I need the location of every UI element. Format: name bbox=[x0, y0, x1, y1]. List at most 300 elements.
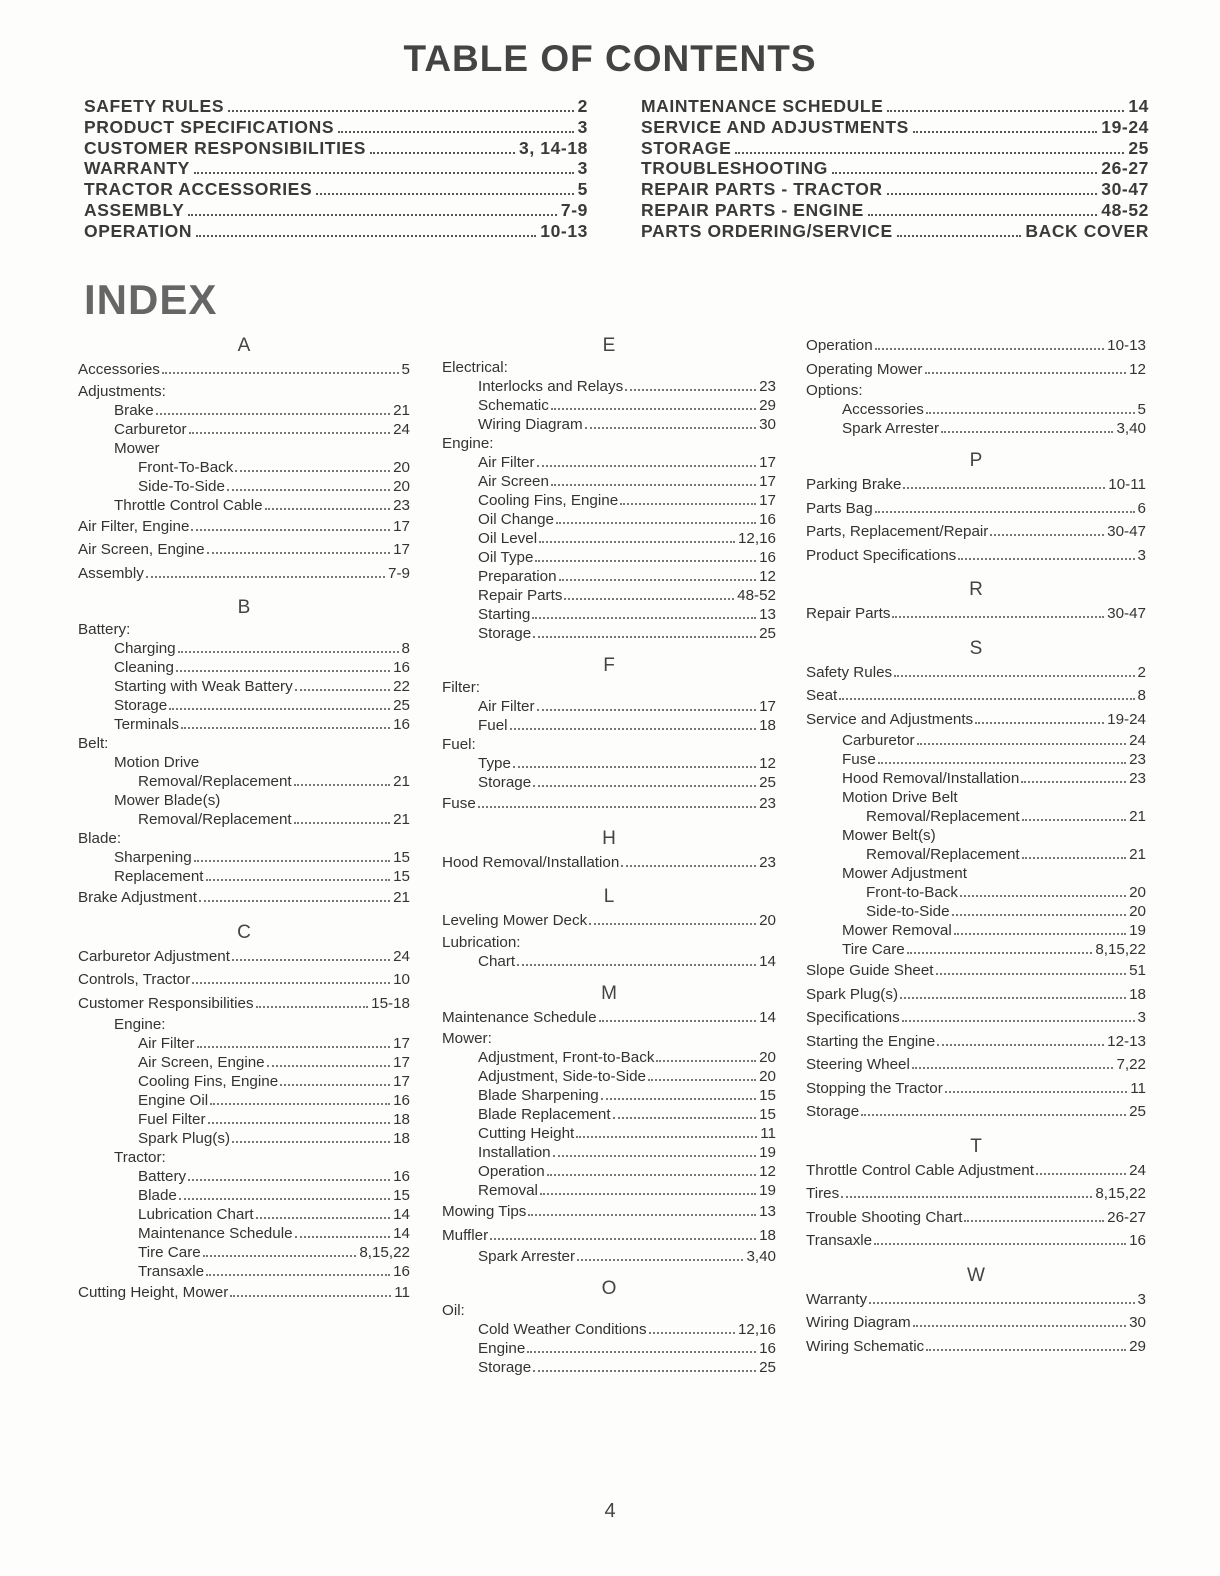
index-entry-label: Air Filter bbox=[138, 1035, 195, 1052]
index-entry-label: Wiring Diagram bbox=[806, 1314, 911, 1331]
toc-entry-label: TROUBLESHOOTING bbox=[641, 158, 828, 179]
index-entry bbox=[806, 1100, 1146, 1124]
dot-leader bbox=[599, 1020, 757, 1022]
index-entry-label: Starting the Engine bbox=[806, 1032, 936, 1050]
index-entry-page: 16 bbox=[1129, 1232, 1146, 1249]
index-entry bbox=[78, 1262, 410, 1281]
dot-leader bbox=[925, 372, 1127, 374]
index-entry-page: 5 bbox=[1137, 401, 1146, 418]
toc-entry bbox=[641, 117, 1149, 138]
index-letter-heading: R bbox=[969, 579, 983, 600]
toc-entry-page: BACK COVER bbox=[1025, 220, 1149, 241]
index-entry-label: Fuel bbox=[478, 717, 508, 734]
dot-leader bbox=[207, 552, 390, 554]
index-entry bbox=[78, 992, 410, 1016]
index-entry-label: Oil Level bbox=[478, 530, 538, 547]
index-entry-label: Mower bbox=[114, 439, 160, 457]
toc-entry-label: SAFETY RULES bbox=[84, 96, 225, 116]
index-letter-heading: M bbox=[601, 982, 617, 1004]
index-entry-page: 23 bbox=[759, 795, 776, 812]
index-entry bbox=[806, 381, 1146, 400]
index-entry-page: 17 bbox=[393, 517, 410, 535]
index-entry-label: Cleaning bbox=[114, 659, 174, 676]
dot-leader bbox=[869, 1302, 1135, 1304]
index-entry bbox=[806, 807, 1146, 826]
index-entry bbox=[806, 1159, 1146, 1183]
index-entry-label: Cooling Fins, Engine bbox=[138, 1073, 279, 1090]
index-entry bbox=[442, 1143, 776, 1162]
index-entry-label: Air Screen bbox=[478, 473, 549, 490]
dot-leader bbox=[648, 1079, 756, 1081]
index-entry-label: Terminals bbox=[114, 716, 179, 733]
dot-leader bbox=[1021, 781, 1126, 783]
section-spacer bbox=[442, 874, 776, 885]
index-entry bbox=[78, 382, 410, 401]
dot-leader bbox=[490, 1238, 756, 1240]
index-entry-page: 13 bbox=[759, 606, 776, 623]
index-entry-label: Fuse bbox=[442, 795, 476, 812]
index-entry-label: Schematic bbox=[478, 397, 549, 414]
index-entry-page: 14 bbox=[393, 1206, 410, 1223]
index-entry-page: 25 bbox=[759, 1359, 776, 1376]
index-entry-label: Cooling Fins, Engine bbox=[478, 492, 619, 509]
toc-entry bbox=[84, 138, 588, 159]
index-letter-heading: H bbox=[602, 827, 616, 849]
dot-leader bbox=[294, 784, 390, 786]
index-entry bbox=[442, 1006, 776, 1030]
index-entry-page: 30 bbox=[1129, 1314, 1146, 1331]
dot-leader bbox=[532, 617, 756, 619]
index-entry bbox=[442, 453, 776, 472]
index-entry bbox=[442, 472, 776, 491]
index-entry-page: 13 bbox=[759, 1203, 776, 1220]
index-entry-label: Carburetor bbox=[842, 732, 915, 749]
index-entry-label: Mower Adjustment bbox=[842, 865, 967, 882]
index-entry bbox=[78, 538, 410, 562]
index-entry-page: 48-52 bbox=[737, 587, 776, 604]
dot-leader bbox=[256, 1217, 390, 1219]
index-entry-page: 12 bbox=[759, 755, 776, 772]
dot-leader bbox=[913, 131, 1097, 133]
dot-leader bbox=[990, 534, 1104, 536]
index-entry-label: Steering Wheel bbox=[806, 1056, 910, 1073]
dot-leader bbox=[839, 698, 1134, 700]
index-entry bbox=[806, 1311, 1146, 1335]
index-entry-label: Brake Adjustment bbox=[78, 889, 198, 906]
index-entry-page: 3,40 bbox=[1116, 420, 1146, 437]
index-entry bbox=[442, 933, 776, 952]
dot-leader bbox=[874, 1243, 1126, 1245]
toc-entry-label: STORAGE bbox=[641, 137, 732, 158]
index-entry-page: 17 bbox=[393, 1035, 410, 1052]
dot-leader bbox=[265, 508, 391, 510]
index-entry-page: 8,15,22 bbox=[1095, 1185, 1146, 1202]
dot-leader bbox=[232, 959, 390, 961]
index-entry-page: 29 bbox=[759, 397, 776, 414]
index-entry bbox=[806, 1335, 1146, 1359]
index-entry bbox=[806, 1077, 1146, 1101]
page-title: TABLE OF CONTENTS bbox=[403, 38, 817, 79]
index-entry-page: 16 bbox=[393, 716, 410, 733]
index-entry bbox=[78, 1091, 410, 1110]
index-entry-label: Carburetor Adjustment bbox=[78, 947, 230, 965]
index-entry-label: Mower Blade(s) bbox=[114, 792, 221, 809]
toc-entry bbox=[641, 200, 1149, 221]
dot-leader bbox=[926, 412, 1135, 414]
toc-left-column bbox=[84, 96, 588, 242]
toc-entry-page: 3 bbox=[577, 158, 588, 179]
index-entry-label: Air Filter, Engine bbox=[78, 517, 190, 535]
index-entry-page: 7-9 bbox=[388, 564, 410, 582]
index-entry-page: 25 bbox=[759, 625, 776, 642]
index-title: INDEX bbox=[84, 276, 218, 323]
dot-leader bbox=[553, 1155, 756, 1157]
index-entry-page: 24 bbox=[393, 947, 410, 965]
dot-leader bbox=[256, 1006, 369, 1008]
index-entry-page: 23 bbox=[759, 853, 776, 871]
index-entry-page: 15 bbox=[393, 1187, 410, 1204]
index-entry-page: 16 bbox=[393, 1168, 410, 1185]
dot-leader bbox=[892, 616, 1104, 618]
index-entry bbox=[806, 769, 1146, 788]
index-entry bbox=[78, 945, 410, 969]
index-entry bbox=[806, 684, 1146, 708]
index-entry bbox=[806, 334, 1146, 358]
index-entry-page: 14 bbox=[759, 952, 776, 970]
index-entry bbox=[442, 358, 776, 377]
index-entry bbox=[78, 1205, 410, 1224]
index-entry-label: Tractor: bbox=[114, 1149, 166, 1166]
dot-leader bbox=[188, 214, 556, 216]
index-entry-label: Engine bbox=[478, 1340, 526, 1357]
toc-entry-page: 30-47 bbox=[1101, 179, 1149, 200]
index-entry bbox=[78, 1186, 410, 1205]
index-entry bbox=[442, 567, 776, 586]
index-entry-label: Blade bbox=[138, 1187, 177, 1204]
toc-entry-page: 5 bbox=[577, 179, 588, 200]
index-letter-heading: A bbox=[237, 335, 251, 356]
dot-leader bbox=[528, 1214, 756, 1216]
index-entry bbox=[78, 829, 410, 848]
index-entry-label: Trouble Shooting Chart bbox=[806, 1208, 963, 1226]
section-spacer bbox=[806, 626, 1146, 637]
index-entry bbox=[806, 864, 1146, 883]
index-entry bbox=[442, 491, 776, 510]
index-entry bbox=[806, 959, 1146, 983]
index-entry-label: Storage bbox=[478, 625, 532, 642]
index-entry bbox=[442, 1224, 776, 1248]
index-entry bbox=[806, 1030, 1146, 1054]
index-entry bbox=[78, 420, 410, 439]
index-entry-page: 18 bbox=[1129, 985, 1146, 1003]
index-entry-page: 17 bbox=[759, 492, 776, 509]
index-entry-page: 21 bbox=[393, 811, 410, 828]
index-entry-label: Mower Belt(s) bbox=[842, 827, 936, 844]
toc-entry bbox=[641, 158, 1149, 179]
index-entry bbox=[442, 1162, 776, 1181]
dot-leader bbox=[295, 1236, 391, 1238]
index-entry-page: 7,22 bbox=[1116, 1056, 1146, 1073]
dot-leader bbox=[589, 923, 756, 925]
index-entry bbox=[442, 754, 776, 773]
index-entry bbox=[78, 867, 410, 886]
index-entry bbox=[442, 1339, 776, 1358]
toc-entry-page: 2 bbox=[577, 96, 588, 116]
index-entry bbox=[78, 1053, 410, 1072]
dot-leader bbox=[912, 1067, 1114, 1069]
index-letter-heading: T bbox=[970, 1135, 982, 1157]
index-entry bbox=[442, 792, 776, 816]
index-entry bbox=[442, 697, 776, 716]
index-entry-page: 24 bbox=[393, 420, 410, 438]
index-entry-page: 21 bbox=[1129, 846, 1146, 863]
index-entry-page: 16 bbox=[393, 1263, 410, 1280]
toc-entry bbox=[641, 96, 1149, 117]
index-entry-page: 17 bbox=[393, 1054, 410, 1071]
dot-leader bbox=[146, 576, 385, 578]
index-entry-label: Removal/Replacement bbox=[138, 811, 292, 828]
index-entry-label: Belt: bbox=[78, 735, 109, 752]
index-entry-label: Throttle Control Cable Adjustment bbox=[806, 1161, 1034, 1179]
dot-leader bbox=[960, 895, 1126, 897]
toc-entry-label: PARTS ORDERING/SERVICE bbox=[641, 220, 893, 241]
dot-leader bbox=[936, 973, 1127, 975]
index-entry-page: 18 bbox=[759, 717, 776, 734]
index-entry-label: Brake bbox=[114, 401, 154, 419]
index-entry-label: Preparation bbox=[478, 568, 557, 585]
index-entry-label: Charging bbox=[114, 640, 176, 657]
index-entry-label: Repair Parts bbox=[806, 605, 891, 622]
dot-leader bbox=[478, 806, 756, 808]
index-entry-label: Parts, Replacement/Repair bbox=[806, 523, 989, 540]
index-entry bbox=[78, 1034, 410, 1053]
toc-entry-label: MAINTENANCE SCHEDULE bbox=[641, 96, 884, 116]
index-entry-label: Stopping the Tractor bbox=[806, 1079, 943, 1097]
dot-leader bbox=[169, 708, 390, 710]
index-entry bbox=[442, 1358, 776, 1377]
index-entry-page: 8,15,22 bbox=[359, 1244, 410, 1261]
index-entry bbox=[806, 883, 1146, 902]
dot-leader bbox=[517, 964, 756, 966]
dot-leader bbox=[861, 1114, 1126, 1116]
index-entry bbox=[78, 1281, 410, 1305]
dot-leader bbox=[533, 785, 756, 787]
dot-leader bbox=[954, 933, 1126, 935]
index-entry-page: 15 bbox=[393, 868, 410, 885]
index-entry bbox=[806, 520, 1146, 544]
index-entry bbox=[78, 401, 410, 420]
index-entry bbox=[78, 734, 410, 753]
dot-leader bbox=[535, 560, 756, 562]
index-entry bbox=[806, 1229, 1146, 1253]
section-spacer bbox=[78, 585, 410, 596]
index-entry-label: Type bbox=[478, 755, 511, 772]
index-entry-label: Removal/Replacement bbox=[866, 846, 1020, 863]
dot-leader bbox=[952, 914, 1127, 916]
index-entry bbox=[442, 1067, 776, 1086]
index-entry-label: Engine: bbox=[114, 1016, 166, 1033]
index-entry-label: Spark Plug(s) bbox=[806, 985, 899, 1003]
index-entry-label: Side-To-Side bbox=[138, 477, 225, 495]
index-entry-page: 18 bbox=[393, 1111, 410, 1128]
dot-leader bbox=[539, 541, 735, 543]
index-entry bbox=[442, 624, 776, 643]
index-entry-page: 14 bbox=[393, 1225, 410, 1242]
section-spacer bbox=[806, 1124, 1146, 1135]
index-entry-page: 30-47 bbox=[1107, 605, 1146, 622]
dot-leader bbox=[887, 110, 1124, 112]
index-entry-label: Tires bbox=[806, 1185, 840, 1202]
index-entry-label: Adjustments: bbox=[78, 382, 166, 400]
dot-leader bbox=[537, 709, 757, 711]
index-column-3 bbox=[806, 334, 1146, 1358]
index-entry-label: Blade: bbox=[78, 830, 122, 847]
index-entry-label: Fuel: bbox=[442, 736, 476, 753]
index-entry bbox=[78, 477, 410, 496]
section-spacer bbox=[442, 816, 776, 827]
section-spacer bbox=[806, 438, 1146, 449]
index-entry-label: Motion Drive bbox=[114, 754, 200, 771]
index-entry bbox=[806, 708, 1146, 732]
index-entry-label: Lubrication Chart bbox=[138, 1206, 254, 1223]
index-letter-heading: E bbox=[602, 335, 616, 356]
index-column-2 bbox=[442, 334, 776, 1377]
index-entry-label: Cutting Height, Mower bbox=[78, 1284, 229, 1301]
index-entry-label: Fuse bbox=[842, 751, 876, 768]
index-entry-label: Cutting Height bbox=[478, 1125, 575, 1142]
dot-leader bbox=[897, 235, 1022, 237]
index-entry-label: Options: bbox=[806, 382, 863, 399]
index-letter-heading: O bbox=[601, 1278, 617, 1299]
index-entry-label: Filter: bbox=[442, 679, 480, 696]
index-entry-label: Operation bbox=[478, 1163, 545, 1180]
index-entry bbox=[806, 845, 1146, 864]
index-entry-page: 23 bbox=[1129, 751, 1146, 768]
index-entry-label: Specifications bbox=[806, 1009, 900, 1026]
index-entry-label: Leveling Mower Deck bbox=[442, 912, 588, 929]
index-entry-page: 3 bbox=[1137, 546, 1146, 564]
index-entry bbox=[78, 1224, 410, 1243]
index-entry-page: 23 bbox=[759, 378, 776, 395]
toc-entry bbox=[641, 138, 1149, 159]
index-entry-page: 19-24 bbox=[1107, 710, 1146, 728]
index-entry-page: 6 bbox=[1137, 499, 1146, 517]
index-entry-label: Transaxle bbox=[806, 1232, 873, 1249]
index-entry-label: Wiring Schematic bbox=[806, 1337, 925, 1355]
index-entry bbox=[806, 1288, 1146, 1312]
index-entry-label: Mower Removal bbox=[842, 922, 952, 939]
index-entry bbox=[78, 1110, 410, 1129]
index-entry bbox=[78, 1129, 410, 1148]
index-entry bbox=[806, 826, 1146, 845]
index-entry-page: 11 bbox=[394, 1284, 410, 1301]
index-letter-heading: P bbox=[969, 450, 983, 471]
toc-entry-page: 3, 14-18 bbox=[518, 137, 588, 158]
dot-leader bbox=[316, 193, 573, 195]
index-entry bbox=[806, 419, 1146, 438]
index-entry-page: 12,16 bbox=[737, 1321, 776, 1338]
index-entry-page: 11 bbox=[760, 1125, 776, 1142]
index-entry-page: 11 bbox=[1130, 1079, 1146, 1097]
index-entry bbox=[806, 544, 1146, 568]
index-entry-label: Blade Replacement bbox=[478, 1106, 611, 1123]
index-entry-page: 23 bbox=[393, 496, 410, 514]
index-entry-label: Controls, Tractor bbox=[78, 971, 191, 988]
index-entry bbox=[78, 715, 410, 734]
index-entry bbox=[78, 515, 410, 539]
dot-leader bbox=[192, 982, 390, 984]
index-entry-page: 20 bbox=[393, 458, 410, 476]
index-entry-label: Installation bbox=[478, 1144, 551, 1161]
index-entry-page: 12 bbox=[759, 1163, 776, 1180]
toc-entry bbox=[84, 117, 588, 138]
index-entry-label: Removal bbox=[478, 1182, 538, 1199]
toc-entry-label: ASSEMBLY bbox=[84, 199, 185, 220]
index-entry bbox=[442, 548, 776, 567]
index-entry-label: Spark Plug(s) bbox=[138, 1130, 231, 1147]
index-entry-label: Repair Parts bbox=[478, 587, 563, 604]
index-entry-label: Hood Removal/Installation bbox=[842, 770, 1020, 787]
dot-leader bbox=[181, 727, 390, 729]
index-entry bbox=[442, 510, 776, 529]
dot-leader bbox=[841, 1196, 1092, 1198]
index-entry bbox=[78, 358, 410, 382]
index-entry-label: Air Screen, Engine bbox=[138, 1054, 265, 1071]
toc-entry-label: WARRANTY bbox=[84, 158, 190, 179]
toc-entry bbox=[641, 221, 1149, 242]
dot-leader bbox=[206, 879, 391, 881]
index-entry-page: 16 bbox=[759, 1340, 776, 1357]
dot-leader bbox=[194, 172, 574, 174]
index-entry-label: Oil Change bbox=[478, 511, 554, 528]
dot-leader bbox=[227, 489, 390, 491]
index-entry-label: Removal/Replacement bbox=[138, 773, 292, 790]
index-entry bbox=[806, 1206, 1146, 1230]
dot-leader bbox=[894, 675, 1134, 677]
index-entry-label: Adjustment, Side-to-Side bbox=[478, 1068, 646, 1085]
index-entry-page: 16 bbox=[393, 1092, 410, 1109]
dot-leader bbox=[907, 952, 1093, 954]
index-entry bbox=[442, 735, 776, 754]
dot-leader bbox=[585, 427, 756, 429]
index-entry bbox=[78, 496, 410, 515]
dot-leader bbox=[179, 1198, 390, 1200]
toc-entry-page: 7-9 bbox=[560, 199, 588, 220]
index-entry-page: 24 bbox=[1129, 1161, 1146, 1179]
index-entry-page: 12-13 bbox=[1107, 1032, 1146, 1050]
toc-entry bbox=[84, 158, 588, 179]
index-entry-label: Chart bbox=[478, 952, 516, 970]
section-spacer bbox=[442, 1266, 776, 1277]
index-entry bbox=[78, 791, 410, 810]
dot-leader bbox=[294, 822, 390, 824]
index-entry-label: Tire Care bbox=[138, 1244, 201, 1261]
dot-leader bbox=[601, 1098, 756, 1100]
index-entry-page: 21 bbox=[393, 889, 410, 906]
dot-leader bbox=[338, 131, 574, 133]
index-entry bbox=[806, 1182, 1146, 1206]
index-entry-label: Storage bbox=[806, 1103, 860, 1120]
index-entry-label: Maintenance Schedule bbox=[442, 1008, 597, 1026]
dot-leader bbox=[1022, 819, 1126, 821]
index-entry-page: 12 bbox=[1129, 360, 1146, 378]
index-entry-page: 16 bbox=[393, 659, 410, 676]
index-entry bbox=[442, 1086, 776, 1105]
dot-leader bbox=[199, 900, 390, 902]
index-entry-label: Engine: bbox=[442, 435, 494, 452]
index-entry-page: 21 bbox=[393, 401, 410, 419]
index-entry-page: 8 bbox=[1137, 687, 1146, 704]
